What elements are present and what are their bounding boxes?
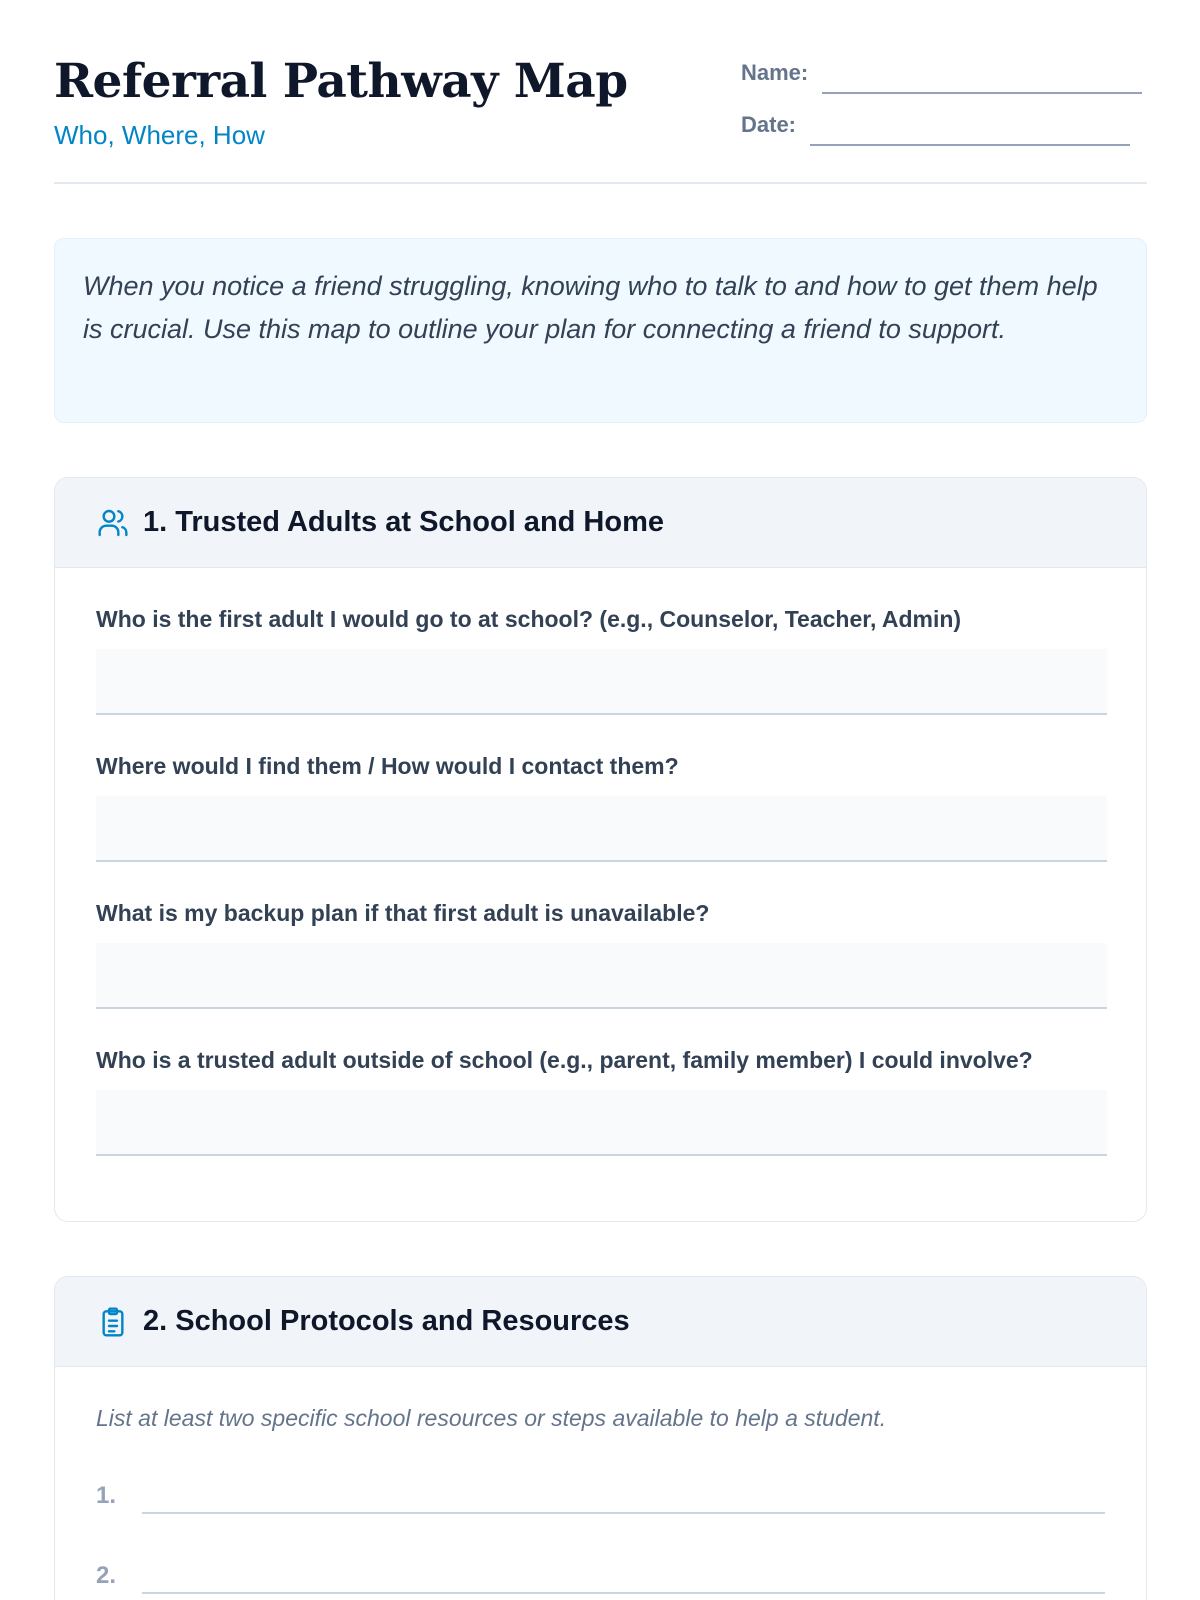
answer-field-contact[interactable] [96, 796, 1107, 862]
page-title: Referral Pathway Map [54, 54, 628, 109]
name-row [741, 60, 1142, 86]
section-header [55, 1277, 1146, 1367]
list-item [96, 1548, 1105, 1594]
list-item [96, 1468, 1105, 1514]
name-label: Name: [741, 60, 809, 85]
list-number: 1. [96, 1482, 117, 1509]
list-number: 2. [96, 1562, 117, 1589]
section-title: 1. Trusted Adults at School and Home [143, 506, 664, 538]
answer-field-backup-plan[interactable] [96, 943, 1107, 1009]
intro-callout [54, 238, 1147, 423]
intro-text: When you notice a friend struggling, knowing who to talk to and how to get them help is crucial. Use this map to outline your plan for connecting a friend to support. [83, 271, 1098, 344]
section-school-protocols [54, 1276, 1147, 1600]
question-label: Who is the first adult I would go to at school? (e.g., Counselor, Teacher, Admin) [96, 606, 962, 632]
date-field[interactable] [810, 144, 1130, 146]
section-trusted-adults [54, 477, 1147, 1222]
question-label: What is my backup plan if that first adult is unavailable? [96, 900, 710, 926]
question-block [96, 753, 1105, 862]
question-block [96, 1047, 1105, 1156]
users-icon [97, 507, 129, 539]
resource-field-2[interactable] [142, 1592, 1105, 1594]
answer-field-outside-adult[interactable] [96, 1090, 1107, 1156]
page-header [54, 54, 1147, 184]
question-block [96, 606, 1105, 715]
section-body [55, 1367, 1146, 1594]
name-field[interactable] [822, 92, 1142, 94]
date-row [741, 112, 1130, 138]
question-label: Who is a trusted adult outside of school (e.g., parent, family member) I could involve? [96, 1047, 1033, 1073]
section-header [55, 478, 1146, 568]
question-label: Where would I find them / How would I contact them? [96, 753, 679, 779]
page-subtitle: Who, Where, How [54, 120, 265, 150]
date-label: Date: [741, 112, 797, 137]
question-block [96, 900, 1105, 1009]
clipboard-list-icon [97, 1306, 129, 1338]
section-body [55, 568, 1146, 1156]
resource-field-1[interactable] [142, 1512, 1105, 1514]
answer-field-first-adult[interactable] [96, 649, 1107, 715]
section-hint: List at least two specific school resources or steps available to help a student. [96, 1405, 887, 1431]
section-title: 2. School Protocols and Resources [143, 1305, 630, 1337]
